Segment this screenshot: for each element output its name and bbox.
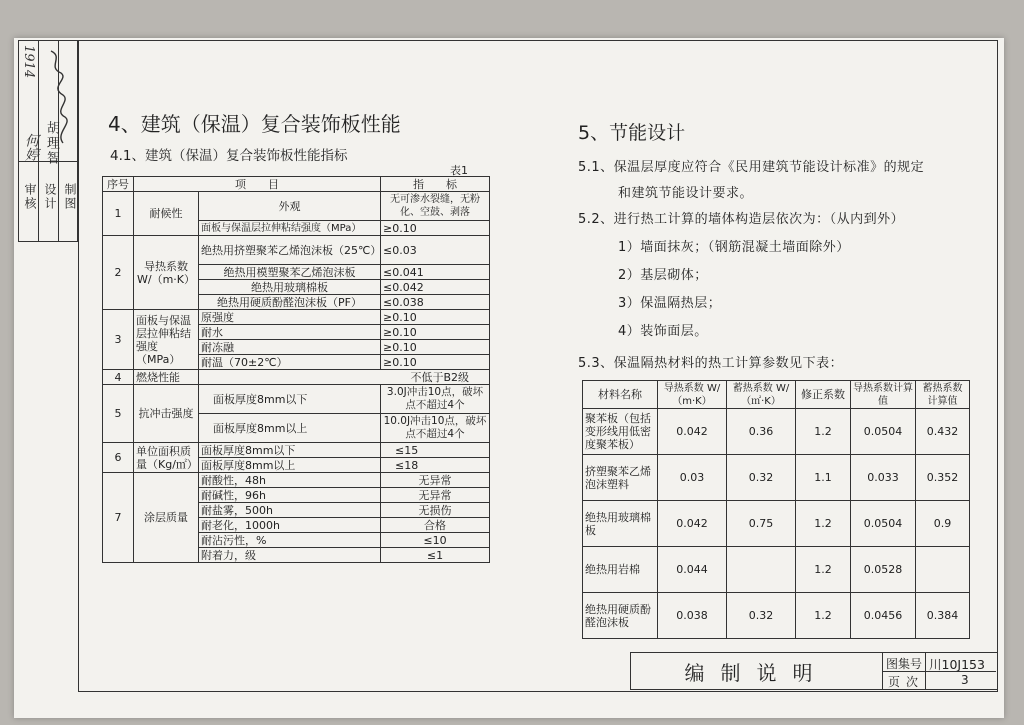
- para-5-2: 5.2、进行热工计算的墙体构造层依次为：（从内到外）: [578, 212, 905, 227]
- cell-value: 0.32: [727, 455, 796, 501]
- para-5-1b: 和建筑节能设计要求。: [618, 186, 754, 201]
- cell-value: 0.0528: [851, 547, 916, 593]
- table-row: [583, 547, 970, 593]
- cell-material: 聚苯板（包括变形线用低密度聚苯板）: [583, 409, 658, 455]
- row-item: 耐温（70±2℃）: [199, 355, 381, 370]
- cell-value: 0.9: [916, 501, 970, 547]
- table-row: [103, 443, 490, 458]
- cell-value: 0.038: [658, 593, 727, 639]
- row-item: 耐老化，1000h: [199, 518, 381, 533]
- row-item: 面板厚度8mm以下: [199, 443, 381, 458]
- table-row: [103, 473, 490, 488]
- row-value: ≤15: [381, 443, 490, 458]
- row-no: 4: [103, 370, 134, 385]
- row-item: 耐沾污性，%: [199, 533, 381, 548]
- table-row: [103, 236, 490, 265]
- row-value: ≥0.10: [381, 355, 490, 370]
- row-value: ≤1: [381, 548, 490, 563]
- signoff-label-review: 审核: [23, 183, 37, 211]
- table-row: [583, 455, 970, 501]
- para-5-1a: 5.1、保温层厚度应符合《民用建筑节能设计标准》的规定: [578, 160, 925, 175]
- row-item: 耐酸性，48h: [199, 473, 381, 488]
- page-label: 页次: [888, 675, 925, 689]
- row-category: 涂层质量: [134, 473, 199, 563]
- signoff-strip: [18, 40, 78, 242]
- row-value: ≤10: [381, 533, 490, 548]
- signoff-name-design: 胡理智: [44, 121, 59, 166]
- row-item: 耐盐雾，500h: [199, 503, 381, 518]
- header-conductivity: 导热系数 W/（m·K）: [658, 381, 727, 409]
- row-value: ≤0.042: [381, 280, 490, 295]
- row-no: 1: [103, 192, 134, 236]
- row-item: 绝热用模塑聚苯乙烯泡沫板: [199, 265, 381, 280]
- row-item: 绝热用硬质酚醛泡沫板（PF）: [199, 295, 381, 310]
- row-value: 无可渗水裂缝，无粉化、空鼓、剥落: [381, 192, 490, 221]
- atlas-value: 川10J153: [929, 657, 985, 672]
- para-5-2-3: 3）保温隔热层；: [618, 296, 722, 311]
- cell-material: 绝热用岩棉: [583, 547, 658, 593]
- row-no: 3: [103, 310, 134, 370]
- row-value: ≥0.10: [381, 325, 490, 340]
- cell-value: 0.432: [916, 409, 970, 455]
- para-5-2-4: 4）装饰面层。: [618, 324, 708, 339]
- cell-value: 0.0504: [851, 501, 916, 547]
- header-no: 序号: [103, 177, 134, 192]
- cell-value: 0.0504: [851, 409, 916, 455]
- row-item: 绝热用玻璃棉板: [199, 280, 381, 295]
- cell-value: 0.0456: [851, 593, 916, 639]
- row-value: 不低于B2级: [199, 370, 490, 385]
- row-value: ≤0.041: [381, 265, 490, 280]
- row-no: 6: [103, 443, 134, 473]
- row-item: 面板厚度8mm以上: [199, 414, 381, 443]
- row-category: 面板与保温层拉伸粘结强度（MPa）: [134, 310, 199, 370]
- para-5-2-1: 1）墙面抹灰；（钢筋混凝土墙面除外）: [618, 240, 850, 255]
- header-item: 项 目: [134, 177, 381, 192]
- header-correction: 修正系数: [796, 381, 851, 409]
- title-block-title: 编制说明: [630, 652, 882, 690]
- table-row: [103, 310, 490, 325]
- cell-material: 绝热用硬质酚醛泡沫板: [583, 593, 658, 639]
- cell-value: 0.042: [658, 501, 727, 547]
- cell-value: 1.2: [796, 593, 851, 639]
- row-no: 7: [103, 473, 134, 563]
- row-item: 耐水: [199, 325, 381, 340]
- section4-subtitle: 4.1、建筑（保温）复合装饰板性能指标: [110, 148, 348, 164]
- row-item: 面板厚度8mm以上: [199, 458, 381, 473]
- thermal-params-table: [582, 380, 970, 639]
- table-row: [583, 501, 970, 547]
- cell-value: [916, 547, 970, 593]
- performance-table: [102, 176, 490, 563]
- row-item: 面板与保温层拉伸粘结强度（MPa）: [199, 221, 381, 236]
- header-storage-calc: 蓄热系数计算值: [916, 381, 970, 409]
- table-row: [103, 385, 490, 414]
- section4-title: 4、建筑（保温）复合装饰板性能: [108, 112, 401, 136]
- row-category: 抗冲击强度: [134, 385, 199, 443]
- row-value: 无损伤: [381, 503, 490, 518]
- cell-value: [727, 547, 796, 593]
- divider-v: [925, 653, 926, 689]
- table-row: [103, 192, 490, 221]
- para-5-3: 5.3、保温隔热材料的热工计算参数见下表：: [578, 356, 844, 371]
- title-block: [630, 652, 998, 692]
- header-heat-storage: 蓄热系数 W/（㎡·K）: [727, 381, 796, 409]
- signoff-label-design: 设计: [43, 183, 57, 211]
- table-label: 表1: [450, 164, 468, 177]
- row-category: 单位面积质量（Kg/㎡）: [134, 443, 199, 473]
- cell-value: 0.32: [727, 593, 796, 639]
- row-category: 耐候性: [134, 192, 199, 236]
- title-block-info: [882, 652, 998, 690]
- signoff-label-draw: 制图: [63, 183, 77, 211]
- handwritten-mark: 1914: [21, 45, 36, 79]
- row-item: 原强度: [199, 310, 381, 325]
- signoff-name-review: 何婷: [23, 133, 39, 161]
- row-category: 导热系数 W/（m·K）: [134, 236, 199, 310]
- row-value: 10.0J冲击10点，破坏点不超过4个: [381, 414, 490, 443]
- row-item: 面板厚度8mm以下: [199, 385, 381, 414]
- table-row: [583, 409, 970, 455]
- cell-value: 1.2: [796, 547, 851, 593]
- cell-value: 0.36: [727, 409, 796, 455]
- table-row: [103, 370, 490, 385]
- row-value: ≤18: [381, 458, 490, 473]
- table-header-row: [583, 381, 970, 409]
- cell-material: 绝热用玻璃棉板: [583, 501, 658, 547]
- table-row: [583, 593, 970, 639]
- cell-value: 1.2: [796, 501, 851, 547]
- row-value: 无异常: [381, 488, 490, 503]
- cell-value: 0.03: [658, 455, 727, 501]
- row-value: 无异常: [381, 473, 490, 488]
- table-header-row: [103, 177, 490, 192]
- section5-title: 5、节能设计: [578, 122, 686, 144]
- header-index: 指 标: [381, 177, 490, 192]
- signature-scribble: [39, 43, 79, 153]
- row-item: 耐碱性，96h: [199, 488, 381, 503]
- row-value: ≤0.038: [381, 295, 490, 310]
- row-item: 绝热用挤塑聚苯乙烯泡沫板（25℃）: [199, 236, 381, 265]
- para-5-2-2: 2）基层砌体；: [618, 268, 708, 283]
- cell-value: 0.044: [658, 547, 727, 593]
- row-value: 3.0J冲击10点，破坏点不超过4个: [381, 385, 490, 414]
- cell-value: 0.042: [658, 409, 727, 455]
- row-value: ≥0.10: [381, 340, 490, 355]
- row-no: 2: [103, 236, 134, 310]
- cell-value: 1.1: [796, 455, 851, 501]
- row-value: ≥0.10: [381, 221, 490, 236]
- cell-value: 0.75: [727, 501, 796, 547]
- cell-value: 1.2: [796, 409, 851, 455]
- row-value: 合格: [381, 518, 490, 533]
- row-item: 外观: [199, 192, 381, 221]
- header-conductivity-calc: 导热系数计算值: [851, 381, 916, 409]
- row-value: ≥0.10: [381, 310, 490, 325]
- row-item: 附着力，级: [199, 548, 381, 563]
- row-category: 燃烧性能: [134, 370, 199, 385]
- cell-value: 0.384: [916, 593, 970, 639]
- row-no: 5: [103, 385, 134, 443]
- atlas-label: 图集号: [886, 657, 923, 671]
- header-material: 材料名称: [583, 381, 658, 409]
- cell-material: 挤塑聚苯乙烯泡沫塑料: [583, 455, 658, 501]
- cell-value: 0.033: [851, 455, 916, 501]
- cell-value: 0.352: [916, 455, 970, 501]
- row-value: ≤0.03: [381, 236, 490, 265]
- row-item: 耐冻融: [199, 340, 381, 355]
- page-value: 3: [961, 673, 969, 687]
